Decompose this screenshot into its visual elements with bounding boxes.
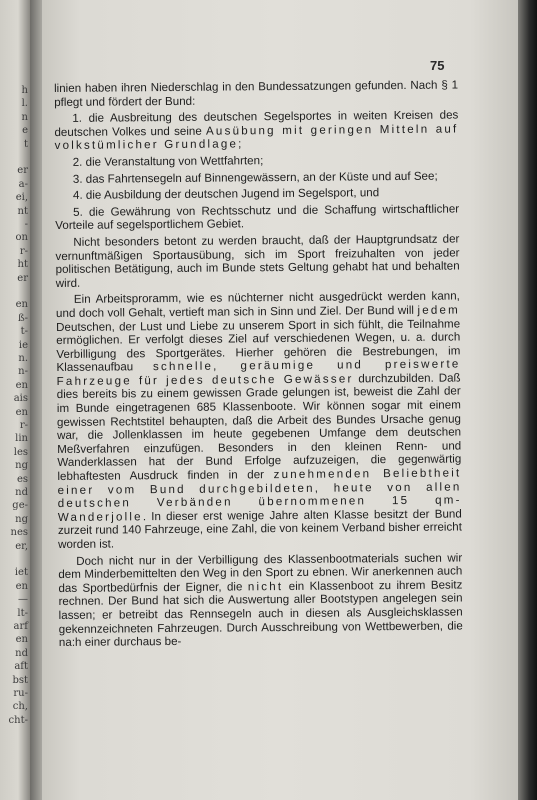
left-margin-fragment: t- [20, 326, 28, 338]
left-margin-fragment: es [16, 473, 28, 485]
left-margin-fragment: ais [13, 393, 28, 405]
left-margin-fragment: ei, [15, 192, 28, 204]
left-margin-fragment: nd [15, 487, 28, 498]
left-margin-fragment: r- [19, 420, 28, 431]
text-run: 4. die Ausbildung der deutschen Jugend im Segelsport, und [72, 186, 380, 202]
text-run: 1. die Ausbreitung des deutschen Segelsportes in weiten Kreisen des deutschen Volkes und seine [54, 108, 459, 139]
left-margin-fragment: iet [14, 567, 28, 579]
spaced-emphasis-text: schnelle, geräumige und preiswerte Fahrzeuge für jedes deutsche Gewässer [56, 357, 461, 388]
left-margin-fragment: n. [18, 353, 28, 364]
left-margin-fragment: e [22, 125, 28, 137]
left-margin-fragment: n- [18, 366, 28, 378]
paragraph [55, 232, 459, 290]
text-run: Ein Arbeitsproramm, wie es nüchterner nicht ausgedrückt werden kann, und doch voll Gehalt, vertieft man sich in Sinn und Ziel. Der Bund will [55, 289, 460, 320]
paragraph [55, 152, 459, 169]
spaced-emphasis-text: jedem [417, 303, 461, 317]
spaced-emphasis-text: zunehmenden Beliebtheit einer vom Bund durchgebildeten, heute von allen deutschen Verbänden übernommenen 15 qm-Wanderjolle [57, 466, 462, 524]
left-margin-fragment: ru- [13, 688, 28, 699]
left-margin-fragment: er [17, 272, 28, 284]
right-page-edge [518, 0, 537, 800]
left-margin-fragment: nes [10, 527, 28, 539]
left-margin-fragment: arf [13, 621, 28, 632]
paragraph [55, 169, 459, 186]
left-margin-fragment: l. [21, 98, 28, 110]
page-body-text [54, 78, 463, 652]
left-margin-fragment: t [23, 138, 28, 150]
paragraph [54, 78, 458, 109]
text-run: ein Klassenboot zu ihrem Besitz rechnen. Der Bund hat sich die Auswertung aller Bootstypen angelegen sein lassen; er betreibt das Rennsegeln auch in diesen als Ausgleichsklassen gekennzeichneten Fahrzeugen. Durch Ausschreibung von Wettbewerben, die na:h einer durchaus be- [58, 578, 463, 650]
text-run: . In dieser erst wenige Jahre alten Klasse besitzt der Bund zurzeit rund 140 Fahrzeuge, eine Zahl, die von keinem Verband bisher erreicht worden ist. [57, 507, 462, 551]
left-margin-fragment: r- [19, 245, 28, 257]
paragraph [54, 109, 458, 153]
left-margin-fragment: er [17, 165, 28, 177]
left-margin-fragment: a- [18, 178, 28, 190]
left-margin-fragment: — [18, 594, 28, 606]
left-margin-fragment: aft [14, 661, 28, 673]
left-margin-fragment: bst [12, 674, 28, 686]
paragraph [55, 202, 459, 233]
left-margin-fragment: en [15, 634, 28, 646]
text-run: 3. das Fahrtensegeln auf Binnengewässern, an der Küste und auf See; [72, 169, 438, 186]
left-margin-fragment: en [15, 299, 28, 311]
paragraph [56, 290, 462, 552]
left-margin-fragment: ng [15, 460, 28, 472]
left-margin-fragment: en [15, 580, 28, 592]
left-margin-fragment: ht [17, 259, 28, 271]
left-margin-fragment: nt [17, 205, 28, 217]
left-margin-fragment: cht- [8, 714, 28, 726]
book-gutter [30, 0, 42, 800]
text-run: Doch nicht nur in der Verbilligung des Klassenbootmaterials suchen wir dem Minderbemittelten den Weg in den Sport zu ebnen. Wir anerkennen auch das Sportbedürfnis der Eigner, die [58, 551, 463, 595]
text-run: durchzubilden. Daß dies bereits bis zu einem gewissen Grade gelungen ist, beweist die Zahl der im Bunde eingetragenen 685 Klassenboote. Wir können sogar mit einem gewissen Rechtstitel behaupten, daß die Arbeit des Bundes Ursache genug war, die Jollenklassen im heute gegebenen Umfange dem deutschen Meßverfahren einzufügen. Besonders in den kleinen Renn- und Wanderklassen hat der Bund Erfolge aufzuzeigen, die gegenwärtig lebhaftesten Ausdruck finden in der [56, 371, 462, 484]
left-margin-fragment: er, [15, 540, 28, 552]
left-margin-fragment: en [15, 406, 28, 418]
left-margin-fragment: n [21, 111, 28, 123]
left-margin-fragment: les [13, 446, 28, 458]
left-margin-fragment: ng [15, 513, 28, 525]
left-margin-fragment: - [24, 219, 28, 230]
left-margin-fragment: h [21, 85, 28, 96]
paragraph [55, 186, 459, 203]
left-page-edge [0, 0, 30, 800]
text-run: Deutschen, der Lust und Liebe zu unserem Sport in sich fühlt, die Teilnahme ermöglichen. Er verfolgt dieses Ziel auf verschiedenen Wegen, u. a. durch Verbilligung des Sportgerätes. Hierher gehören die Bestrebungen, im Klassenaufbau [56, 316, 461, 375]
text-run: ; [238, 137, 242, 151]
left-margin-fragment: ge- [12, 500, 28, 512]
left-margin-fragment: ie [18, 339, 28, 351]
book-page [42, 0, 518, 800]
page-number: 75 [430, 58, 445, 73]
text-run: Nicht besonders betont zu werden braucht, daß der Hauptgrundsatz der vernunftmäßigen Sportausübung, sich im Sport freizuhalten von jeder politischen Betätigung, auch im Bunde stets Geltung gehabt hat und behalten wird. [55, 232, 460, 290]
left-margin-fragment: en [15, 379, 28, 391]
spaced-emphasis-text: nicht [247, 579, 284, 594]
spaced-emphasis-text: Ausübung mit geringen Mitteln auf volkstümlicher Grundlage [54, 122, 459, 153]
text-run: 5. die Gewährung von Rechtsschutz und die Schaffung wirtschaftlicher Vorteile auf segelsportlichem Gebiet. [55, 202, 460, 233]
paragraph [58, 551, 463, 650]
left-margin-fragment: on [15, 232, 28, 244]
text-run: linien haben ihren Niederschlag in den Bundessatzungen gefunden. Nach § 1 pflegt und fördert der Bund: [54, 78, 459, 109]
left-margin-fragment: ß- [17, 312, 28, 324]
left-margin-fragment: lt- [17, 607, 28, 619]
text-run: 2. die Veranstaltung von Wettfahrten; [72, 154, 264, 169]
left-margin-fragment: lin [15, 433, 28, 445]
left-margin-fragment: ch, [12, 701, 28, 713]
left-margin-fragment: nd [15, 647, 28, 659]
